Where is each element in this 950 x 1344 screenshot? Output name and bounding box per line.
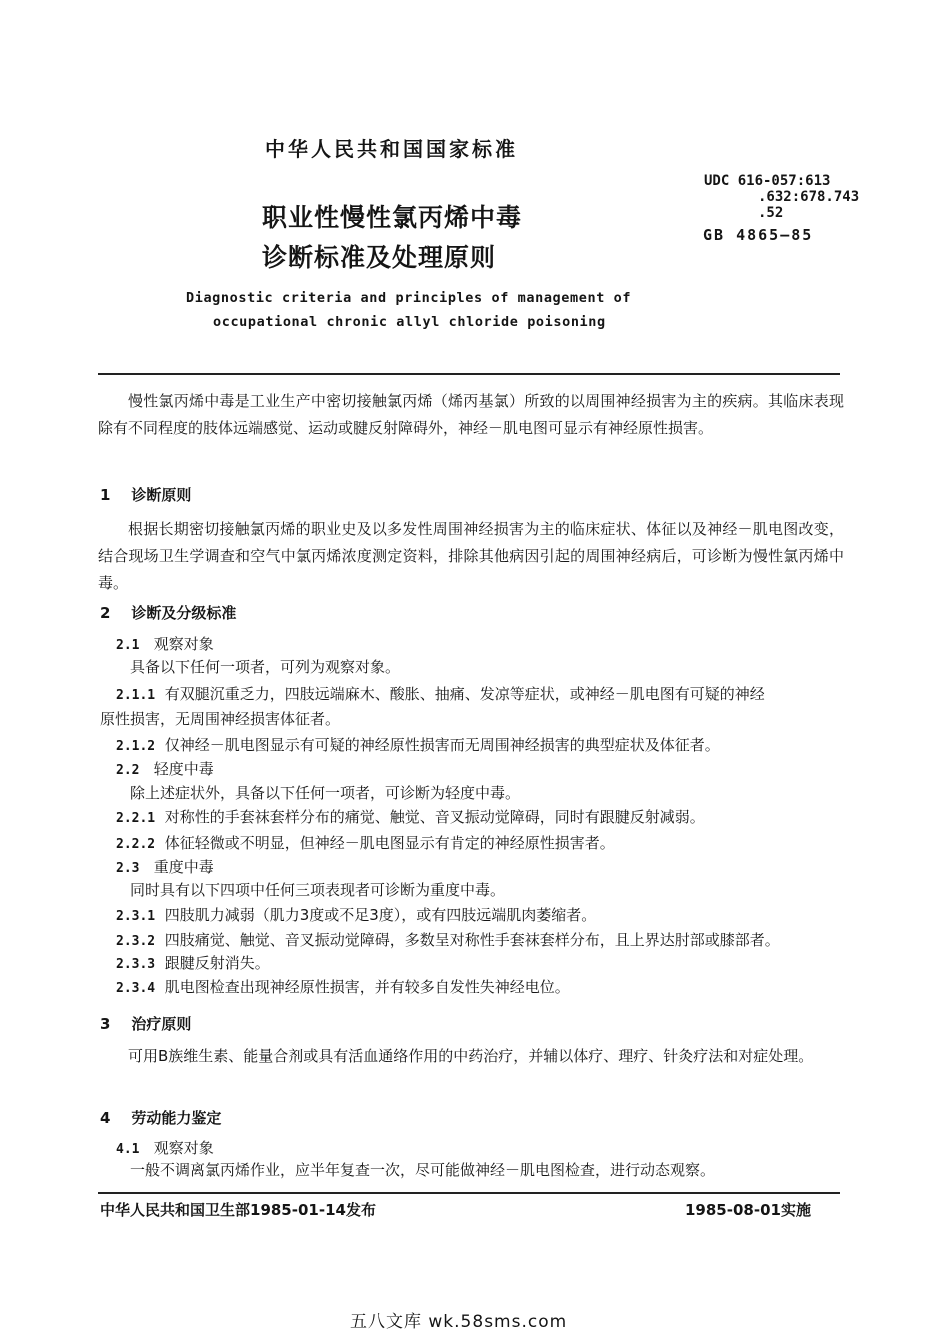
clause-4-1: 4.1 观察对象 xyxy=(116,1139,214,1157)
clause-2-3-3: 2.3.3 跟腱反射消失。 xyxy=(116,954,270,972)
clause-2-1: 2.1 观察对象 xyxy=(116,635,214,653)
title-line-1: 职业性慢性氯丙烯中毒 xyxy=(262,203,523,232)
section-number: 2 xyxy=(100,604,111,622)
section-1-text: 根据长期密切接触氯丙烯的职业史及以多发性周围神经损害为主的临床症状、体征以及神经－肌电图改变，结合现场卫生学调查和空气中氯丙烯浓度测定资料，排除其他病因引起的周围神经病后，可诊断为慢性氯丙烯中毒。 xyxy=(98,520,844,592)
english-title-line-1: Diagnostic criteria and principles of management of xyxy=(186,290,632,306)
section-number: 3 xyxy=(100,1015,111,1033)
section-number: 1 xyxy=(100,486,111,504)
english-title-line-2: occupational chronic allyl chloride poisoning xyxy=(213,314,606,330)
clause-2-1-1: 2.1.1 有双腿沉重乏力，四肢远端麻木、酸胀、抽痛、发凉等症状，或神经－肌电图有可疑的神经 xyxy=(116,685,765,703)
bottom-rule xyxy=(98,1192,840,1194)
section-title: 诊断原则 xyxy=(131,486,192,504)
clause-2-1-1-continued: 原性损害，无周围神经损害体征者。 xyxy=(100,710,341,728)
section-3-text: 可用B族维生素、能量合剂或具有活血通络作用的中药治疗，并辅以体疗、理疗、针灸疗法和对症处理。 xyxy=(128,1047,814,1065)
clause-2-3-4: 2.3.4 肌电图检查出现神经原性损害，并有较多自发性失神经电位。 xyxy=(116,978,570,996)
clause-2-3-2: 2.3.2 四肢痛觉、触觉、音叉振动觉障碍，多数呈对称性手套袜套样分布，且上界达肘部或膝部者。 xyxy=(116,931,780,949)
clause-2-2-1: 2.2.1 对称性的手套袜套样分布的痛觉、触觉、音叉振动觉障碍，同时有跟腱反射减弱。 xyxy=(116,808,705,826)
gb-standard-number: GB 4865—85 xyxy=(703,226,814,244)
clause-2-1-2: 2.1.2 仅神经－肌电图显示有可疑的神经原性损害而无周围神经损害的典型症状及体征者。 xyxy=(116,736,720,754)
udc-line-2: .632:678.743 xyxy=(758,189,860,205)
clause-2-2-text: 除上述症状外，具备以下任何一项者，可诊断为轻度中毒。 xyxy=(130,784,521,802)
clause-2-3: 2.3 重度中毒 xyxy=(116,858,214,876)
clause-2-2-2: 2.2.2 体征轻微或不明显，但神经－肌电图显示有肯定的神经原性损害者。 xyxy=(116,834,615,852)
udc-line-3: .52 xyxy=(758,205,784,221)
watermark-text: 五八文库 wk.58sms.com xyxy=(350,1312,568,1332)
intro-paragraph: 慢性氯丙烯中毒是工业生产中密切接触氯丙烯（烯丙基氯）所致的以周围神经损害为主的疾病。其临床表现除有不同程度的肢体远端感觉、运动或腱反射障碍外，神经－肌电图可显示有神经原性损害。 xyxy=(98,392,844,437)
section-2-heading xyxy=(100,602,236,623)
clause-4-1-text: 一般不调离氯丙烯作业，应半年复查一次，尽可能做神经－肌电图检查，进行动态观察。 xyxy=(130,1161,716,1179)
section-number: 4 xyxy=(100,1109,111,1127)
title-line-2: 诊断标准及处理原则 xyxy=(262,243,497,272)
udc-line-1: UDC 616-057:613 xyxy=(704,173,831,189)
udc-code xyxy=(704,173,859,221)
section-1-heading xyxy=(100,484,191,505)
effective-date: 1985-08-01实施 xyxy=(685,1201,811,1219)
section-3-heading xyxy=(100,1013,191,1034)
issue-date: 中华人民共和国卫生部1985-01-14发布 xyxy=(100,1201,376,1219)
top-rule xyxy=(98,373,840,375)
section-title: 治疗原则 xyxy=(131,1015,192,1033)
clause-2-3-1: 2.3.1 四肢肌力减弱（肌力3度或不足3度），或有四肢远端肌肉萎缩者。 xyxy=(116,906,597,924)
issuing-organization: 中华人民共和国国家标准 xyxy=(265,137,518,161)
clause-2-2: 2.2 轻度中毒 xyxy=(116,760,214,778)
clause-2-1-text: 具备以下任何一项者，可列为观察对象。 xyxy=(130,658,401,676)
section-title: 劳动能力鉴定 xyxy=(131,1109,222,1127)
section-4-heading xyxy=(100,1107,221,1128)
clause-2-3-text: 同时具有以下四项中任何三项表现者可诊断为重度中毒。 xyxy=(130,881,506,899)
section-title: 诊断及分级标准 xyxy=(131,604,237,622)
